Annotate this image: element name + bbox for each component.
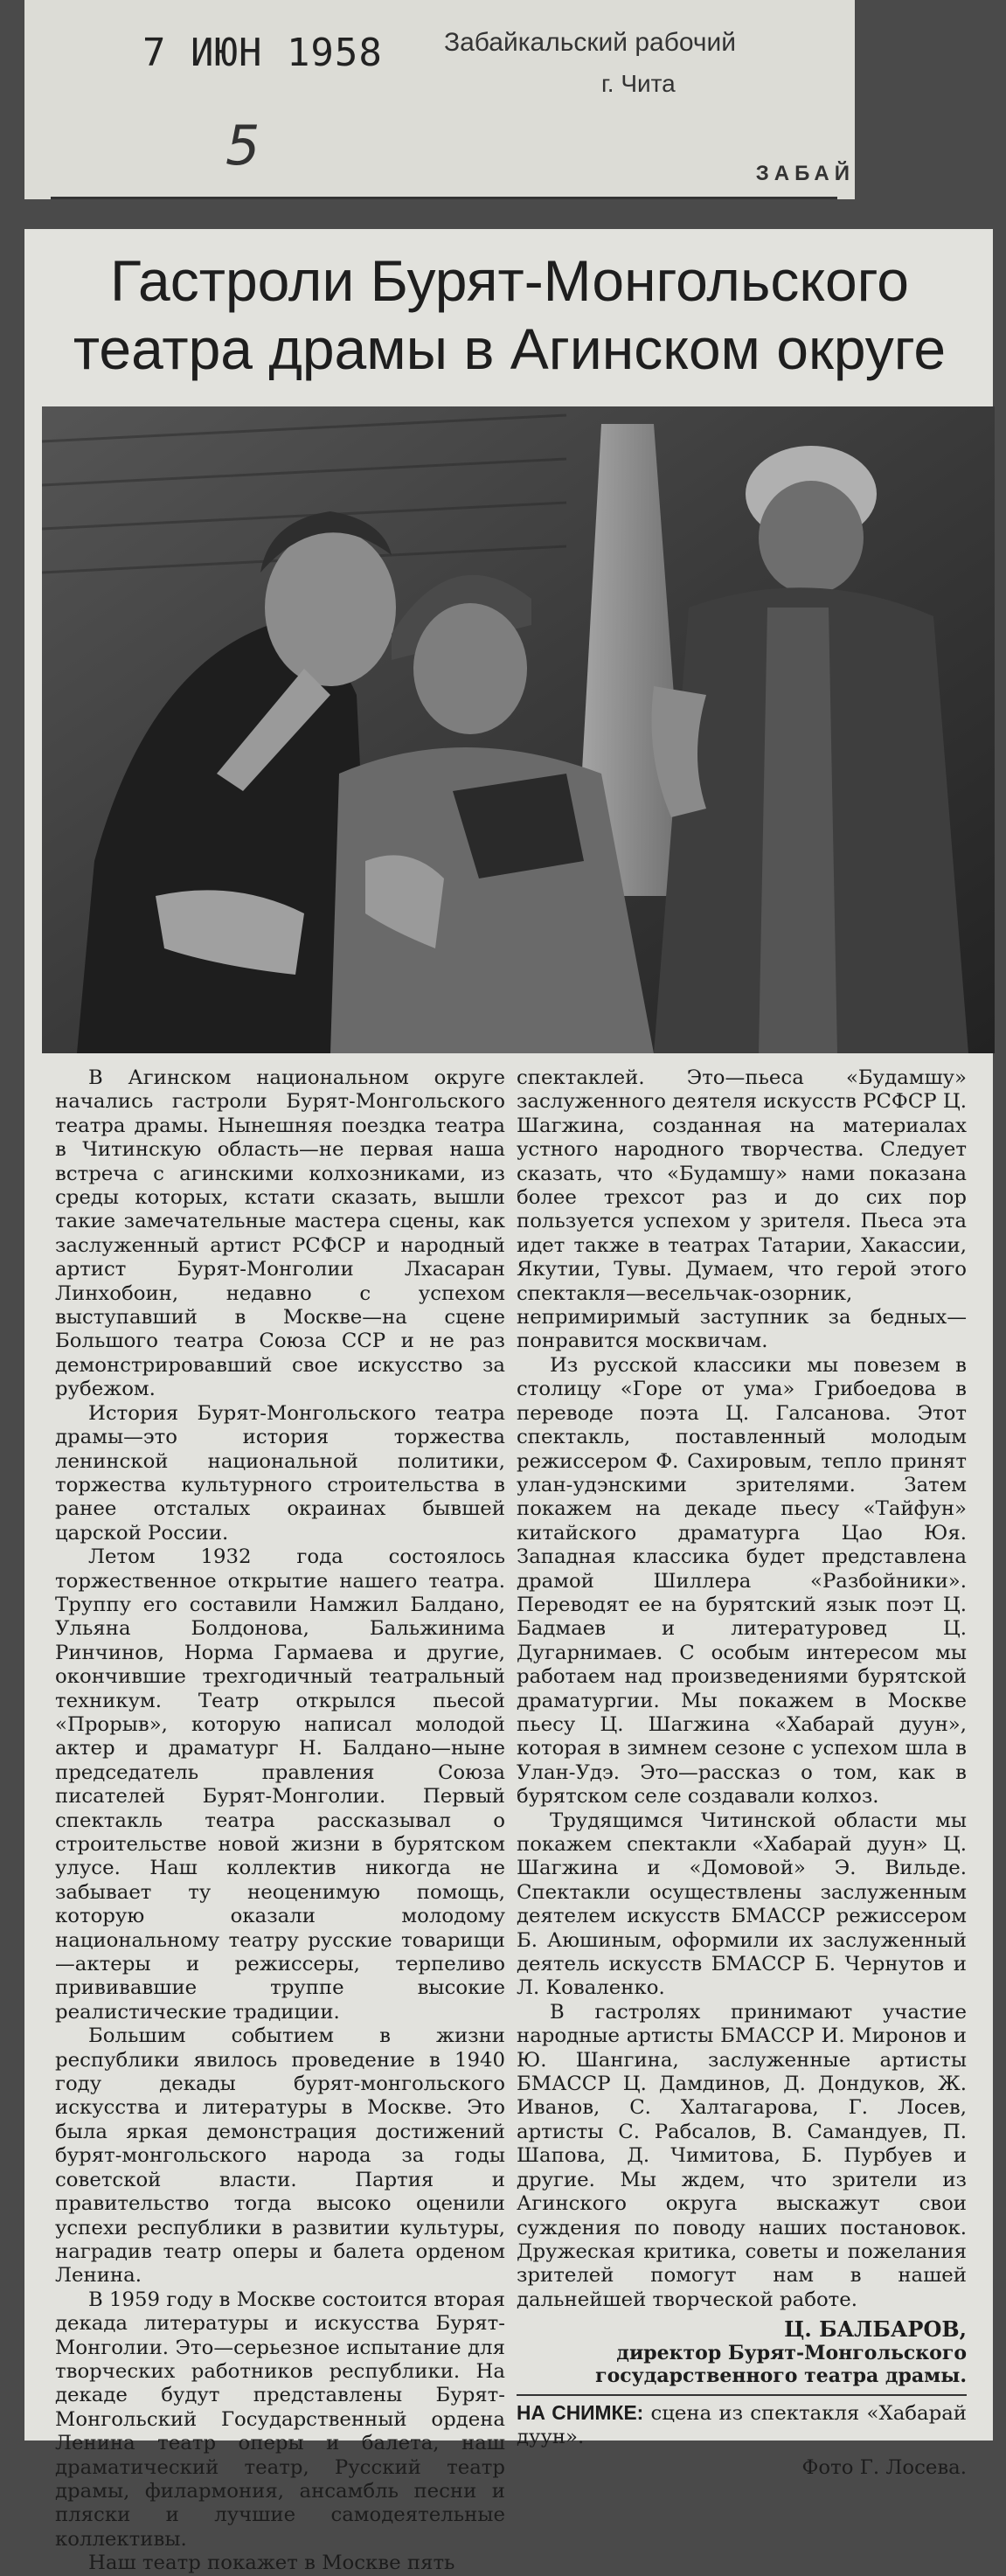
article-paragraph: В 1959 году в Москве состоится вторая декада литературы и искусства Бурят-Монголии. Это—серьезное испытание для творческих работников республики. На декаде будут представлены Бурят-Монгольский Государственный ордена Ленина театр оперы и балета, наш драматический театр, Русский театр драмы, филармония, ансамбль песни и пляски и лучшие самодеятельные коллективы. [55,2288,505,2551]
handwritten-number: 5 [225,114,260,177]
article-paragraph: спектаклей. Это—пьеса «Будамшу» заслуженного деятеля искусств РСФСР Ц. Шагжина, созданная на материалах устного народного творчества. Следует сказать, что «Будамшу» нами показана более трехсот раз и до сих пор пользуется успехом у зрителя. Пьеса эта идет также в театрах Татарии, Хакассии, Якутии, Тувы. Думаем, что герой этого спектакля—весельчак-озорник, непримиримый заступник за бедных—понравится москвичам. [517,1066,968,1353]
date-stamp: 7 ИЮН 1958 [142,31,383,75]
article-paragraph: В Агинском национальном округе начались гастроли Бурят-Монгольского театра драмы. Нынешняя поездка театра в Читинскую область—не первая наша встреча с агинскими колхозниками, из среды которых, кстати сказать, вышли такие замечательные мастера сцены, как заслуженный артист РСФСР и народный артист Бурят-Монголии Лхасаран Линхобоин, недавно с успехом выступавший в Москве—на сцене Большого театра Союза ССР и не раз демонстрировавший свое искусство за рубежом. [55,1066,505,1401]
article-signature [517,2317,967,2386]
article-column-right [517,1066,967,2481]
article-paragraph: Наш театр покажет в Москве пять [88,2552,455,2575]
article-column-left [55,1066,505,2576]
photo-caption [517,2401,967,2450]
photo-scene [42,406,995,1053]
paper-title-fragment: ЗАБАЙ [755,162,855,185]
caption-lead: НА СНИМКЕ: [517,2400,644,2424]
newspaper-clipping [24,229,993,2575]
article-paragraph: В гастролях принимают участие народные артисты БМАССР И. Миронов и Ю. Шангина, заслуженные артисты БМАССР Ц. Дамдинов, Д. Дондуков, Ж. Иванов, С. Халтагарова, Г. Лосев, артисты С. Рабсалов, В. Самандуев, П. Шапова, Д. Чимитова, Б. Пурбуев и другие. Мы ждем, что зрители из Агинского округа выскажут свои суждения по поводу наших постановок. Дружеская критика, советы и пожелания зрителей помогут нам в нашей дальнейшей творческой работе. [517,2000,967,2311]
article-photo [42,406,995,1053]
article-paragraph: Большим событием в жизни республики явилось проведение в 1940 году декады бурят-монгольского искусства и литературы в Москве. Это была яркая демонстрация достижений бурят-монгольского народа за годы советской власти. Партия и правительство тогда высоко оценили успехи республики в развитии культуры, наградив театр оперы и балета орденом Ленина. [55,2024,505,2288]
author-name: Ц. БАЛБАРОВ, [784,2316,967,2343]
newspaper-name: Забайкальский рабочий [444,28,737,57]
author-position: директор Бурят-Монгольского государственного театра драмы. [595,2341,967,2387]
article-paragraph: История Бурят-Монгольского театра драмы—это история торжества ленинской национальной политики, торжества культурного строительства в ранее отсталых окраинах бывшей царской России. [55,1401,505,1545]
article-paragraph: Трудящимся Читинской области мы покажем спектакли «Хабарай дуун» Ц. Шагжина и «Домовой» Э. Вильде. Спектакли осуществлены заслуженным деятелем искусств БМАССР режиссером Б. Аюшиным, оформили их заслуженный деятель искусств БМАССР Б. Чернутов и Л. Коваленко. [517,1809,967,2000]
card-divider [51,197,837,199]
headline-line-1: Гастроли Бурят-Монгольского [110,248,909,313]
headline-line-2: театра драмы в Агинском округе [73,316,947,381]
photo-credit: Фото Г. Лосева. [801,2456,967,2480]
caption-text: сцена из спектакля «Хабарай дуун». [517,2401,967,2448]
article-headline [33,246,986,383]
newspaper-city: г. Чита [601,70,676,97]
article-paragraph: Летом 1932 года состоялось торжественное открытие нашего театра. Труппу его составили Намжил Балдано, Ульяна Болдонова, Бальжинима Ринчинов, Норма Гармаева и другие, окончившие трехгодичный театральный техникум. Театр открылся пьесой «Прорыв», которую написал молодой актер и драматург Н. Балдано—ныне председатель правления Союза писателей Бурят-Монголии. Первый спектакль театра рассказывал о строительстве новой жизни в бурятском улусе. Наш коллектив никогда не забывает ту неоценимую помощь, которую оказали молодому национальному театру русские товарищи—актеры и режиссеры, терпеливо прививавшие труппе высокие реалистические традиции. [55,1545,505,2024]
caption-divider [517,2394,967,2396]
article-paragraph: Из русской классики мы повезем в столицу «Горе от ума» Грибоедова в переводе поэта Ц. Галсанова. Этот спектакль, поставленный молодым режиссером Ф. Сахировым, тепло принят улан-удэнскими зрителями. Затем покажем на декаде пьесу «Тайфун» китайского драматурга Цао Юя. Западная классика будет представлена драмой Шиллера «Разбойники». Переводят ее на бурятский язык поэт Ц. Бадмаев и литературовед Ц. Дугарнимаев. С особым интересом мы работаем над произведениями бурятской драматургии. Мы покажем в Москве пьесу Ц. Шагжина «Хабарай дуун», которая в зимнем сезоне с успехом шла в Улан-Удэ. Это—рассказ о том, как в бурятском селе создавали колхоз. [517,1353,967,1809]
archive-card [24,0,855,199]
